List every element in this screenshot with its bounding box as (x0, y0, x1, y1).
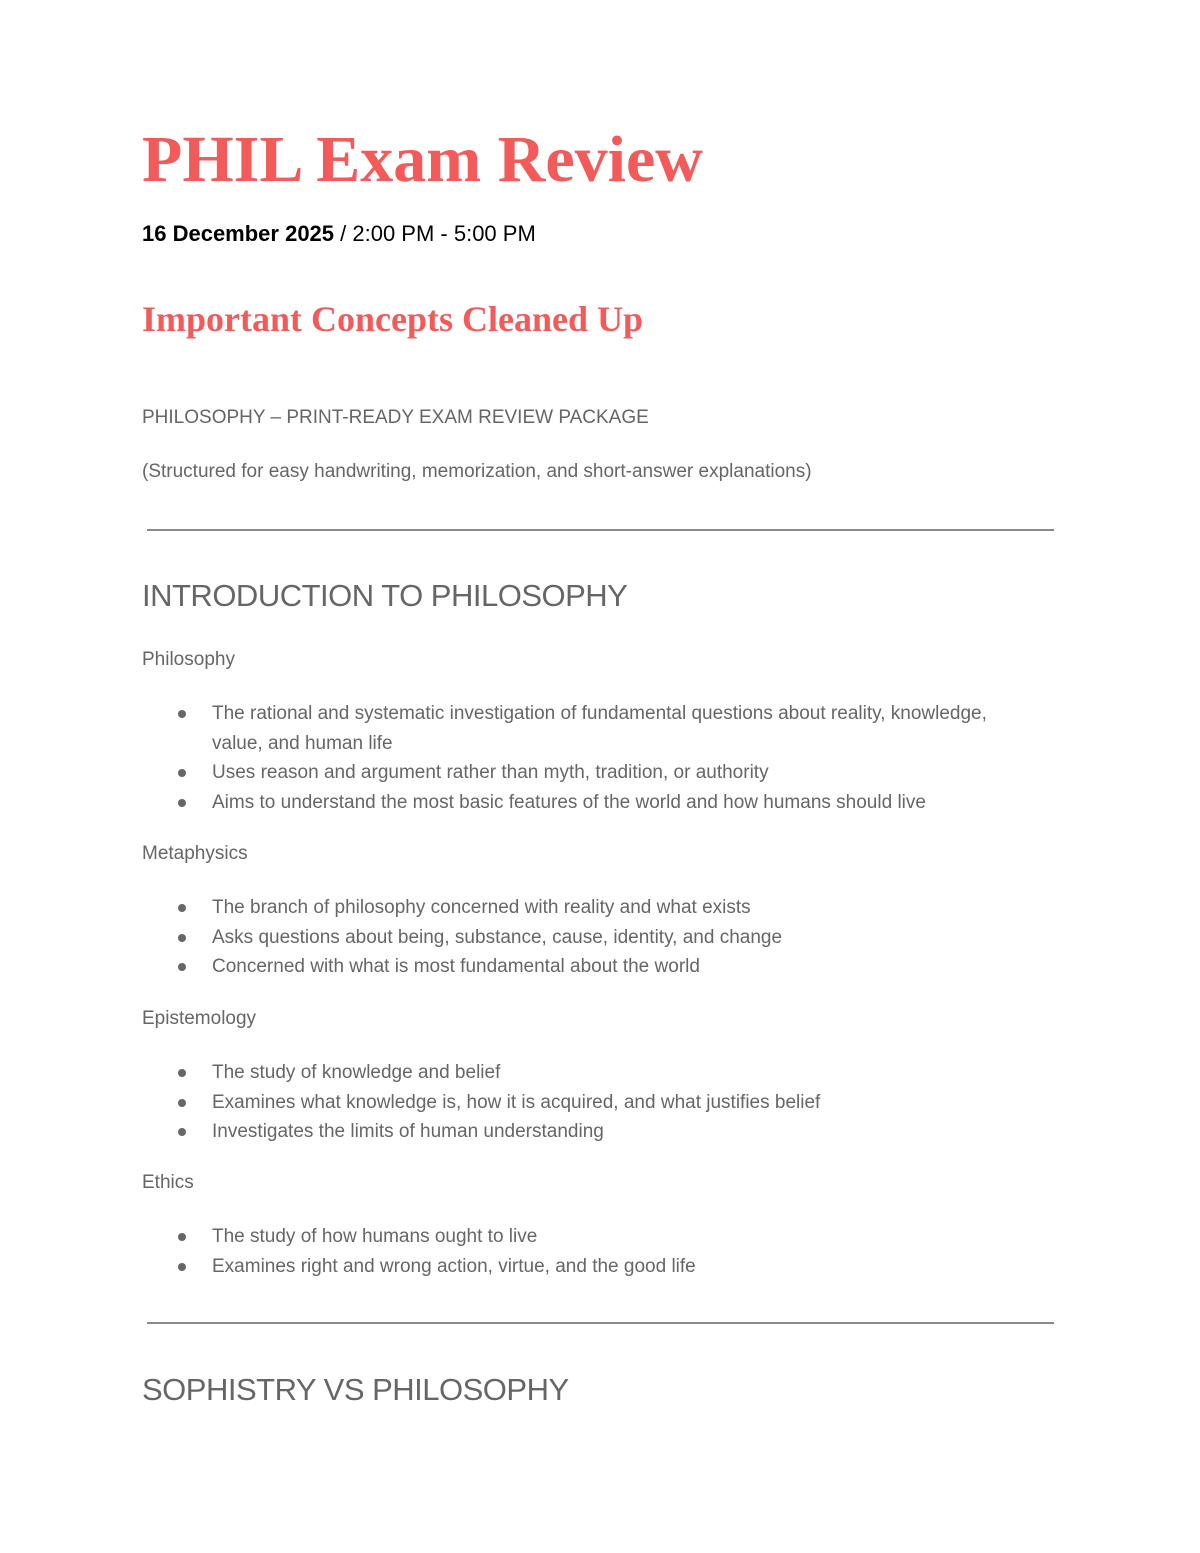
section-heading-introduction: INTRODUCTION TO PHILOSOPHY (142, 578, 628, 613)
point-text: Concerned with what is most fundamental about the world (212, 956, 700, 977)
term-epistemology: Epistemology (142, 1008, 257, 1029)
metaphysics-points (0, 893, 1012, 982)
list-item (0, 758, 1012, 788)
bullet-icon (178, 1069, 186, 1077)
list-item (0, 1088, 1012, 1118)
bullet-icon (178, 1128, 186, 1136)
list-item (0, 699, 1012, 758)
point-text: Uses reason and argument rather than myth, tradition, or authority (212, 762, 769, 783)
section-divider (147, 1322, 1054, 1324)
section-divider (147, 529, 1054, 531)
document-subtitle: Important Concepts Cleaned Up (142, 299, 644, 339)
package-note: (Structured for easy handwriting, memorization, and short-answer explanations) (142, 461, 812, 482)
point-text: Examines what knowledge is, how it is acquired, and what justifies belief (212, 1091, 821, 1113)
point-text: The study of knowledge and belief (212, 1062, 501, 1083)
point-text: The rational and systematic investigation of fundamental questions about reality, knowledge, value, and human life (212, 703, 987, 754)
philosophy-points (0, 699, 1012, 817)
term-metaphysics: Metaphysics (142, 843, 248, 864)
point-text: Asks questions about being, substance, cause, identity, and change (212, 926, 783, 948)
epistemology-points (0, 1058, 1012, 1147)
exam-date: 16 December 2025 (142, 221, 335, 246)
bullet-icon (178, 1233, 186, 1241)
list-item (0, 1117, 1012, 1147)
bullet-icon (178, 934, 186, 942)
bullet-icon (178, 963, 186, 971)
exam-time: / 2:00 PM - 5:00 PM (334, 221, 536, 246)
bullet-icon (178, 710, 186, 718)
bullet-icon (178, 799, 186, 807)
section-heading-sophistry: SOPHISTRY VS PHILOSOPHY (142, 1372, 569, 1407)
ethics-points (0, 1222, 1012, 1281)
term-philosophy: Philosophy (142, 649, 235, 670)
bullet-icon (178, 904, 186, 912)
list-item (0, 923, 1012, 953)
list-item (0, 893, 1012, 923)
term-ethics: Ethics (142, 1172, 194, 1193)
bullet-icon (178, 769, 186, 777)
point-text: The study of how humans ought to live (212, 1226, 538, 1247)
exam-dateline (142, 219, 536, 249)
document-title: PHIL Exam Review (142, 123, 703, 196)
point-text: The branch of philosophy concerned with reality and what exists (212, 897, 751, 918)
list-item (0, 1058, 1012, 1088)
list-item (0, 1222, 1012, 1252)
bullet-icon (178, 1263, 186, 1271)
list-item (0, 952, 1012, 982)
bullet-icon (178, 1099, 186, 1107)
list-item (0, 788, 1012, 818)
package-label: PHILOSOPHY – PRINT-READY EXAM REVIEW PACKAGE (142, 407, 649, 428)
point-text: Investigates the limits of human understanding (212, 1121, 604, 1142)
point-text: Examines right and wrong action, virtue, and the good life (212, 1255, 696, 1277)
point-text: Aims to understand the most basic features of the world and how humans should live (212, 791, 926, 813)
list-item (0, 1252, 1012, 1282)
